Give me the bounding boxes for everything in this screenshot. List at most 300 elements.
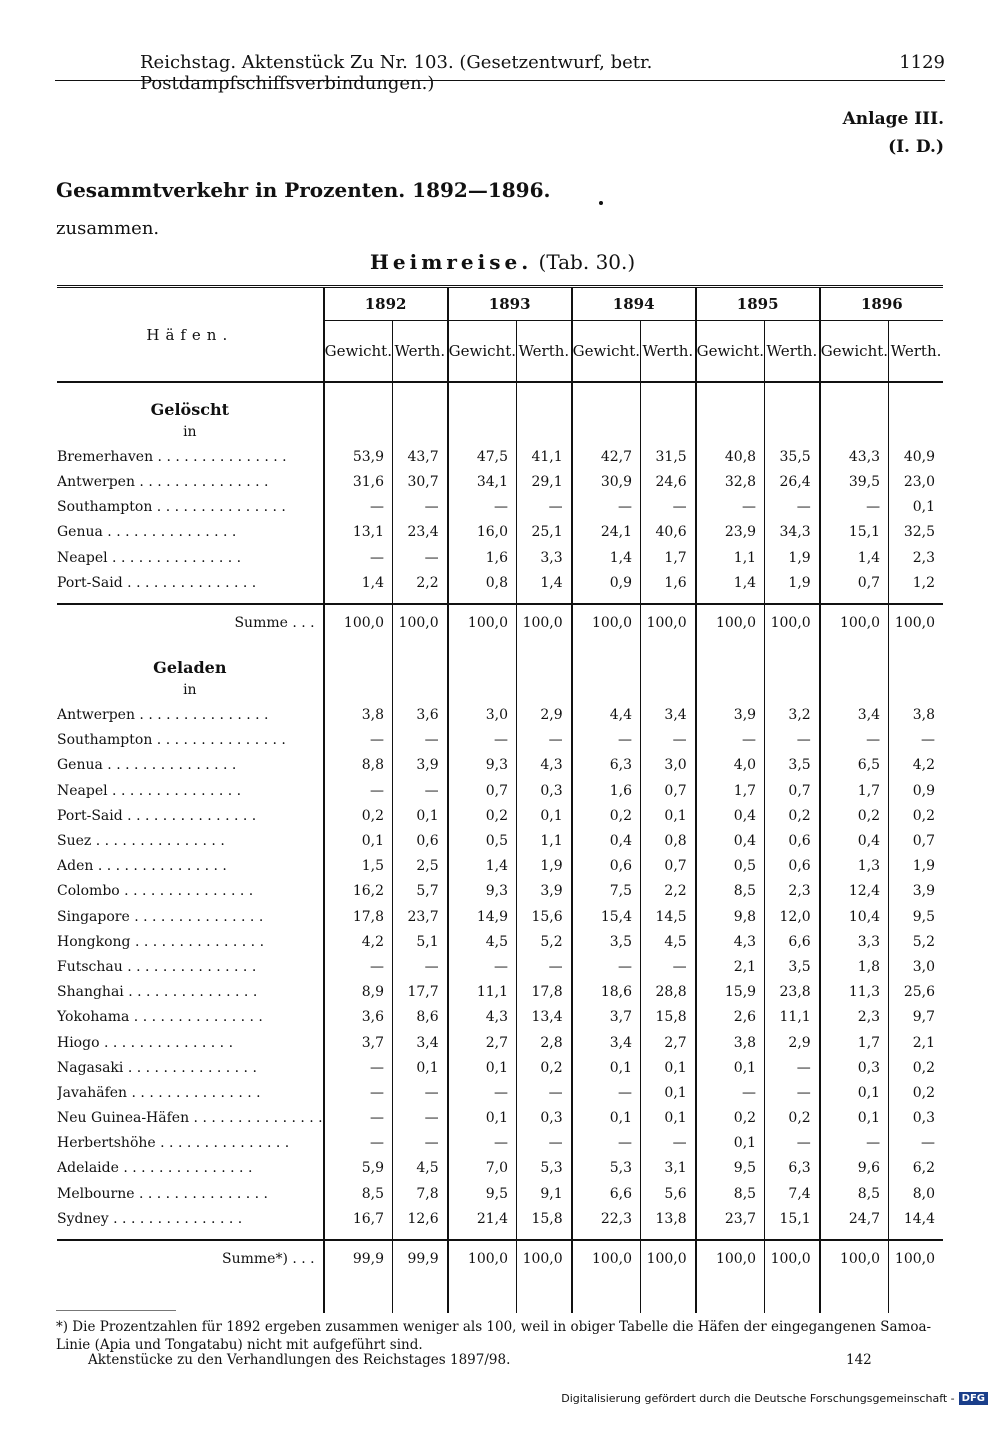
cell-value: 0,1	[517, 803, 572, 828]
cell-value: 3,3	[820, 929, 889, 954]
leader-dots: . . . . . . . . . . . . . . .	[134, 1185, 269, 1202]
cell-value: —	[324, 1131, 393, 1156]
cell-value: —	[889, 1131, 943, 1156]
cell-value: —	[393, 1131, 448, 1156]
cell-value: —	[324, 1080, 393, 1105]
cell-value: 100,0	[448, 1240, 517, 1277]
leader-dots: . . . . . . . . . . . . . . .	[129, 908, 264, 925]
page-title: Gesammtverkehr in Prozenten. 1892—1896.	[56, 178, 551, 202]
section-title: Gelöscht	[150, 400, 229, 419]
port-name	[57, 1055, 324, 1080]
cell-value: 1,7	[696, 778, 765, 803]
cell-value: 6,3	[572, 753, 641, 778]
cell-value: —	[393, 495, 448, 520]
weight-header-1893: Gewicht.	[448, 321, 517, 383]
cell-value: 0,9	[572, 570, 641, 595]
cell-value: 0,1	[820, 1106, 889, 1131]
cell-value: 4,2	[889, 753, 943, 778]
cell-value: 0,4	[820, 828, 889, 853]
cell-value: 0,6	[765, 828, 820, 853]
cell-value: 0,1	[696, 1131, 765, 1156]
leader-dots: . . . . . . . . . . . . . . .	[122, 807, 257, 824]
row-label-text: Antwerpen	[57, 707, 135, 724]
cell-value: 25,1	[517, 520, 572, 545]
table-row	[57, 703, 943, 728]
cell-value: —	[393, 1106, 448, 1131]
cell-value: 1,3	[820, 854, 889, 879]
cell-value: 1,6	[448, 545, 517, 570]
cell-value: 5,2	[517, 929, 572, 954]
port-name	[57, 1080, 324, 1105]
cell-value: 100,0	[517, 1240, 572, 1277]
leader-dots: . . . . . . . . . . . . . . .	[152, 499, 286, 516]
page-subtitle: zusammen.	[56, 218, 160, 239]
cell-value: —	[696, 495, 765, 520]
port-name	[57, 854, 324, 879]
cell-value: 2,7	[448, 1030, 517, 1055]
port-name	[57, 1181, 324, 1206]
cell-value: 0,6	[393, 828, 448, 853]
cell-value: —	[393, 728, 448, 753]
cell-value: 9,5	[889, 904, 943, 929]
cell-value: 17,7	[393, 980, 448, 1005]
footnote-rule	[56, 1310, 176, 1311]
cell-value: 0,7	[641, 854, 696, 879]
cell-value: —	[641, 495, 696, 520]
cell-value: 7,4	[765, 1181, 820, 1206]
cell-value: 41,1	[517, 444, 572, 469]
cell-value: —	[641, 728, 696, 753]
table-row	[57, 1156, 943, 1181]
cell-value: 0,8	[641, 828, 696, 853]
row-label-text: Southampton	[57, 499, 153, 516]
cell-value: 0,2	[765, 1106, 820, 1131]
cell-value: 1,4	[448, 854, 517, 879]
cell-value: 2,3	[765, 879, 820, 904]
cell-value: 0,3	[820, 1055, 889, 1080]
leader-dots: . . . . . . . . . . . . . . .	[91, 833, 225, 850]
cell-value: 2,1	[696, 954, 765, 979]
cell-value: 24,1	[572, 520, 641, 545]
cell-value: 2,1	[889, 1030, 943, 1055]
leader-dots: . . . . . . . . . . . . . . .	[122, 574, 257, 591]
cell-value: 6,6	[765, 929, 820, 954]
cell-value: 0,6	[572, 854, 641, 879]
table-row	[57, 545, 943, 570]
cell-value: —	[765, 1055, 820, 1080]
table-row	[57, 495, 943, 520]
cell-value: 2,8	[517, 1030, 572, 1055]
cell-value: 4,3	[696, 929, 765, 954]
cell-value: 0,2	[820, 803, 889, 828]
cell-value: 43,7	[393, 444, 448, 469]
cell-value: 15,8	[517, 1206, 572, 1231]
cell-value: 9,1	[517, 1181, 572, 1206]
cell-value: 16,0	[448, 520, 517, 545]
cell-value: 30,9	[572, 469, 641, 494]
ink-dot	[599, 201, 603, 205]
table-row	[57, 728, 943, 753]
cell-value: 5,3	[517, 1156, 572, 1181]
cell-value: 32,8	[696, 469, 765, 494]
row-label-text: Aden	[57, 858, 94, 875]
cell-value: 0,1	[641, 803, 696, 828]
cell-value: 15,6	[517, 904, 572, 929]
cell-value: 47,5	[448, 444, 517, 469]
port-name	[57, 904, 324, 929]
header-rule	[55, 80, 945, 81]
cell-value: 2,2	[641, 879, 696, 904]
row-label-text: Summe*)	[222, 1251, 288, 1268]
cell-value: 0,2	[448, 803, 517, 828]
leader-dots: . . . . . . . . . . . . . . .	[108, 1210, 243, 1227]
row-label-text: Futschau	[57, 958, 123, 975]
cell-value: —	[572, 495, 641, 520]
cell-value: 9,7	[889, 1005, 943, 1030]
cell-value: 4,0	[696, 753, 765, 778]
cell-value: 18,6	[572, 980, 641, 1005]
cell-value: 6,2	[889, 1156, 943, 1181]
cell-value: —	[765, 1131, 820, 1156]
cell-value: —	[324, 495, 393, 520]
cell-value: 0,3	[517, 1106, 572, 1131]
cell-value: 13,4	[517, 1005, 572, 1030]
cell-value: 14,5	[641, 904, 696, 929]
cell-value: 1,6	[641, 570, 696, 595]
cell-value: 1,4	[572, 545, 641, 570]
leader-dots: . . . . . . . . . . . . . . .	[134, 707, 269, 724]
cell-value: 35,5	[765, 444, 820, 469]
cell-value: 9,3	[448, 879, 517, 904]
cell-value: 100,0	[889, 1240, 943, 1277]
cell-value: 0,3	[517, 778, 572, 803]
cell-value: 1,9	[889, 854, 943, 879]
cell-value: 3,9	[393, 753, 448, 778]
cell-value: —	[448, 495, 517, 520]
cell-value: 21,4	[448, 1206, 517, 1231]
cell-value: 0,2	[696, 1106, 765, 1131]
cell-value: 1,2	[889, 570, 943, 595]
cell-value: 6,3	[765, 1156, 820, 1181]
table-row	[57, 803, 943, 828]
year-header-1896: 1896	[820, 287, 943, 321]
port-name	[57, 703, 324, 728]
cell-value: 0,2	[572, 803, 641, 828]
cell-value: 23,7	[696, 1206, 765, 1231]
cell-value: 3,9	[517, 879, 572, 904]
cell-value: 4,5	[393, 1156, 448, 1181]
cell-value: 3,8	[889, 703, 943, 728]
table-row	[57, 520, 943, 545]
section-subtitle: in	[183, 681, 197, 698]
year-header-1893: 1893	[448, 287, 572, 321]
cell-value: 5,7	[393, 879, 448, 904]
table-row	[57, 444, 943, 469]
cell-value: —	[572, 954, 641, 979]
cell-value: 6,5	[820, 753, 889, 778]
cell-value: 53,9	[324, 444, 393, 469]
cell-value: 15,9	[696, 980, 765, 1005]
cell-value: 23,4	[393, 520, 448, 545]
cell-value: 1,6	[572, 778, 641, 803]
table-row	[57, 1055, 943, 1080]
cell-value: 9,8	[696, 904, 765, 929]
cell-value: 31,5	[641, 444, 696, 469]
cell-value: 2,9	[517, 703, 572, 728]
cell-value: 26,4	[765, 469, 820, 494]
row-label-text: Singapore	[57, 908, 130, 925]
leader-dots: . . . . . . . . . . . . . . .	[152, 732, 286, 749]
sum-label	[57, 604, 324, 641]
cell-value: 2,5	[393, 854, 448, 879]
port-name	[57, 1156, 324, 1181]
leader-dots: . . . . . . . . . . . . . . .	[153, 448, 287, 465]
cell-value: 4,5	[641, 929, 696, 954]
value-header-1892: Werth.	[393, 321, 448, 383]
cell-value: —	[448, 1131, 517, 1156]
sum-row	[57, 604, 943, 641]
table-reference: (Tab. 30.)	[538, 250, 636, 274]
leader-dots: . . . . . . . . . . . . . . .	[189, 1110, 323, 1127]
cell-value: 4,3	[448, 1005, 517, 1030]
cell-value: 100,0	[393, 604, 448, 641]
row-label-text: Summe	[234, 615, 288, 632]
section-title: Geladen	[153, 658, 227, 678]
cell-value: 12,6	[393, 1206, 448, 1231]
row-label-text: Genua	[57, 524, 103, 541]
cell-value: 100,0	[641, 1240, 696, 1277]
row-label-text: Bremerhaven	[57, 448, 154, 465]
cell-value: 0,2	[517, 1055, 572, 1080]
row-label-text: Adelaide	[57, 1160, 119, 1177]
leader-dots: . . . . . . . . . . . . . . .	[93, 858, 227, 875]
cell-value: 1,9	[765, 570, 820, 595]
row-label-text: Colombo	[57, 883, 120, 900]
cell-value: 8,5	[324, 1181, 393, 1206]
cell-value: 0,7	[765, 778, 820, 803]
row-label-text: Nagasaki	[57, 1059, 124, 1076]
running-header	[140, 52, 945, 94]
table-row	[57, 1005, 943, 1030]
anlage-label	[843, 105, 944, 161]
cell-value: 99,9	[393, 1240, 448, 1277]
port-name	[57, 495, 324, 520]
cell-value: 0,3	[889, 1106, 943, 1131]
leader-dots: . . . . . . . . . . . . . . .	[129, 1009, 263, 1026]
cell-value: 3,3	[517, 545, 572, 570]
value-header-1896: Werth.	[889, 321, 943, 383]
anlage-line-1: Anlage III.	[842, 109, 944, 129]
cell-value: 1,7	[820, 778, 889, 803]
table-row	[57, 854, 943, 879]
cell-value: 34,1	[448, 469, 517, 494]
cell-value: 13,8	[641, 1206, 696, 1231]
cell-value: 100,0	[696, 604, 765, 641]
row-label-text: Herbertshöhe	[57, 1135, 156, 1152]
leader-dots: . . . . . . . . . . . . . . .	[107, 549, 242, 566]
cell-value: 2,6	[696, 1005, 765, 1030]
cell-value: 9,5	[696, 1156, 765, 1181]
year-header-1894: 1894	[572, 287, 696, 321]
cell-value: 15,8	[641, 1005, 696, 1030]
cell-value: 13,1	[324, 520, 393, 545]
cell-value: —	[324, 1106, 393, 1131]
cell-value: 15,4	[572, 904, 641, 929]
cell-value: 100,0	[765, 1240, 820, 1277]
row-label-text: Neapel	[57, 549, 108, 566]
cell-value: 29,1	[517, 469, 572, 494]
cell-value: 11,1	[765, 1005, 820, 1030]
cell-value: 11,1	[448, 980, 517, 1005]
cell-value: 30,7	[393, 469, 448, 494]
cell-value: 0,2	[889, 803, 943, 828]
cell-value: 0,1	[448, 1106, 517, 1131]
cell-value: 16,2	[324, 879, 393, 904]
cell-value: 3,6	[393, 703, 448, 728]
cell-value: —	[448, 954, 517, 979]
section-subtitle: in	[183, 423, 197, 440]
row-label-text: Yokohama	[57, 1009, 130, 1026]
cell-value: 0,1	[572, 1106, 641, 1131]
cell-value: 99,9	[324, 1240, 393, 1277]
cell-value: 3,1	[641, 1156, 696, 1181]
cell-value: 100,0	[448, 604, 517, 641]
cell-value: 0,1	[889, 495, 943, 520]
cell-value: 0,1	[448, 1055, 517, 1080]
row-label-text: Southampton	[57, 732, 153, 749]
cell-value: 0,1	[393, 803, 448, 828]
cell-value: 100,0	[572, 1240, 641, 1277]
cell-value: 17,8	[517, 980, 572, 1005]
port-column-header: Häfen.	[57, 287, 324, 383]
port-name	[57, 520, 324, 545]
port-name	[57, 954, 324, 979]
cell-value: 15,1	[765, 1206, 820, 1231]
cell-value: 4,4	[572, 703, 641, 728]
port-name	[57, 469, 324, 494]
cell-value: 3,0	[641, 753, 696, 778]
cell-value: 16,7	[324, 1206, 393, 1231]
header-page-number: 1129	[899, 52, 945, 73]
cell-value: 0,8	[448, 570, 517, 595]
cell-value: 8,5	[820, 1181, 889, 1206]
cell-value: 3,5	[572, 929, 641, 954]
table-row	[57, 778, 943, 803]
weight-header-1894: Gewicht.	[572, 321, 641, 383]
cell-value: 5,1	[393, 929, 448, 954]
table-row	[57, 1030, 943, 1055]
leader-dots: . . . . . . . . . . . . . . .	[99, 1034, 234, 1051]
row-label-text: Neapel	[57, 782, 108, 799]
row-label-text: Hongkong	[57, 933, 131, 950]
cell-value: 8,6	[393, 1005, 448, 1030]
cell-value: 3,7	[572, 1005, 641, 1030]
cell-value: 0,2	[324, 803, 393, 828]
header-title: Reichstag. Aktenstück Zu Nr. 103. (Gesetzentwurf, betr. Postdampfschiffsverbindungen.)	[140, 52, 653, 94]
port-name	[57, 1005, 324, 1030]
port-name	[57, 1106, 324, 1131]
leader-dots: . . . . . . . . . . . . . . .	[107, 782, 242, 799]
cell-value: —	[324, 728, 393, 753]
cell-value: 0,1	[696, 1055, 765, 1080]
year-header-1895: 1895	[696, 287, 820, 321]
cell-value: —	[696, 728, 765, 753]
cell-value: 0,9	[889, 778, 943, 803]
cell-value: 100,0	[696, 1240, 765, 1277]
row-label-text: Sydney	[57, 1210, 109, 1227]
weight-header-1892: Gewicht.	[324, 321, 393, 383]
cell-value: 5,9	[324, 1156, 393, 1181]
cell-value: —	[393, 545, 448, 570]
cell-value: 0,2	[889, 1055, 943, 1080]
cell-value: 3,4	[641, 703, 696, 728]
port-name	[57, 728, 324, 753]
cell-value: 12,4	[820, 879, 889, 904]
cell-value: 0,5	[696, 854, 765, 879]
cell-value: 100,0	[765, 604, 820, 641]
table-title-text: Heimreise.	[370, 250, 533, 274]
cell-value: 6,6	[572, 1181, 641, 1206]
table-row	[57, 1080, 943, 1105]
weight-header-1896: Gewicht.	[820, 321, 889, 383]
port-name	[57, 1206, 324, 1231]
cell-value: —	[696, 1080, 765, 1105]
cell-value: —	[572, 1080, 641, 1105]
cell-value: 0,1	[572, 1055, 641, 1080]
cell-value: 23,9	[696, 520, 765, 545]
cell-value: —	[448, 1080, 517, 1105]
cell-value: 1,7	[641, 545, 696, 570]
cell-value: 0,1	[641, 1106, 696, 1131]
cell-value: —	[517, 1080, 572, 1105]
row-label-text: Port-Said	[57, 807, 123, 824]
cell-value: 1,4	[696, 570, 765, 595]
cell-value: 100,0	[517, 604, 572, 641]
leader-dots: . . . . . . . . . . . . . . .	[118, 1160, 253, 1177]
row-label-text: Melbourne	[57, 1185, 135, 1202]
cell-value: 15,1	[820, 520, 889, 545]
sum-label	[57, 1240, 324, 1277]
cell-value: 1,1	[517, 828, 572, 853]
cell-value: 2,3	[820, 1005, 889, 1030]
cell-value: 0,1	[393, 1055, 448, 1080]
cell-value: —	[324, 778, 393, 803]
cell-value: 5,2	[889, 929, 943, 954]
row-label-text: Shanghai	[57, 984, 124, 1001]
cell-value: 9,3	[448, 753, 517, 778]
cell-value: 0,1	[641, 1055, 696, 1080]
cell-value: 7,8	[393, 1181, 448, 1206]
leader-dots: . . . . . . . . . . . . . . .	[102, 524, 237, 541]
cell-value: 1,9	[517, 854, 572, 879]
table-row	[57, 753, 943, 778]
leader-dots: . . . . . . . . . . . . . . .	[130, 933, 265, 950]
cell-value: 0,7	[448, 778, 517, 803]
cell-value: 0,7	[889, 828, 943, 853]
leader-dots: . . . . . . . . . . . . . . .	[155, 1135, 290, 1152]
port-name	[57, 929, 324, 954]
cell-value: 2,2	[393, 570, 448, 595]
cell-value: 8,0	[889, 1181, 943, 1206]
cell-value: 0,5	[448, 828, 517, 853]
cell-value: 1,4	[324, 570, 393, 595]
cell-value: 3,8	[696, 1030, 765, 1055]
row-label-text: Hiogo	[57, 1034, 100, 1051]
cell-value: 3,4	[572, 1030, 641, 1055]
dfg-credit	[561, 1392, 988, 1405]
cell-value: 0,7	[641, 778, 696, 803]
cell-value: 2,7	[641, 1030, 696, 1055]
